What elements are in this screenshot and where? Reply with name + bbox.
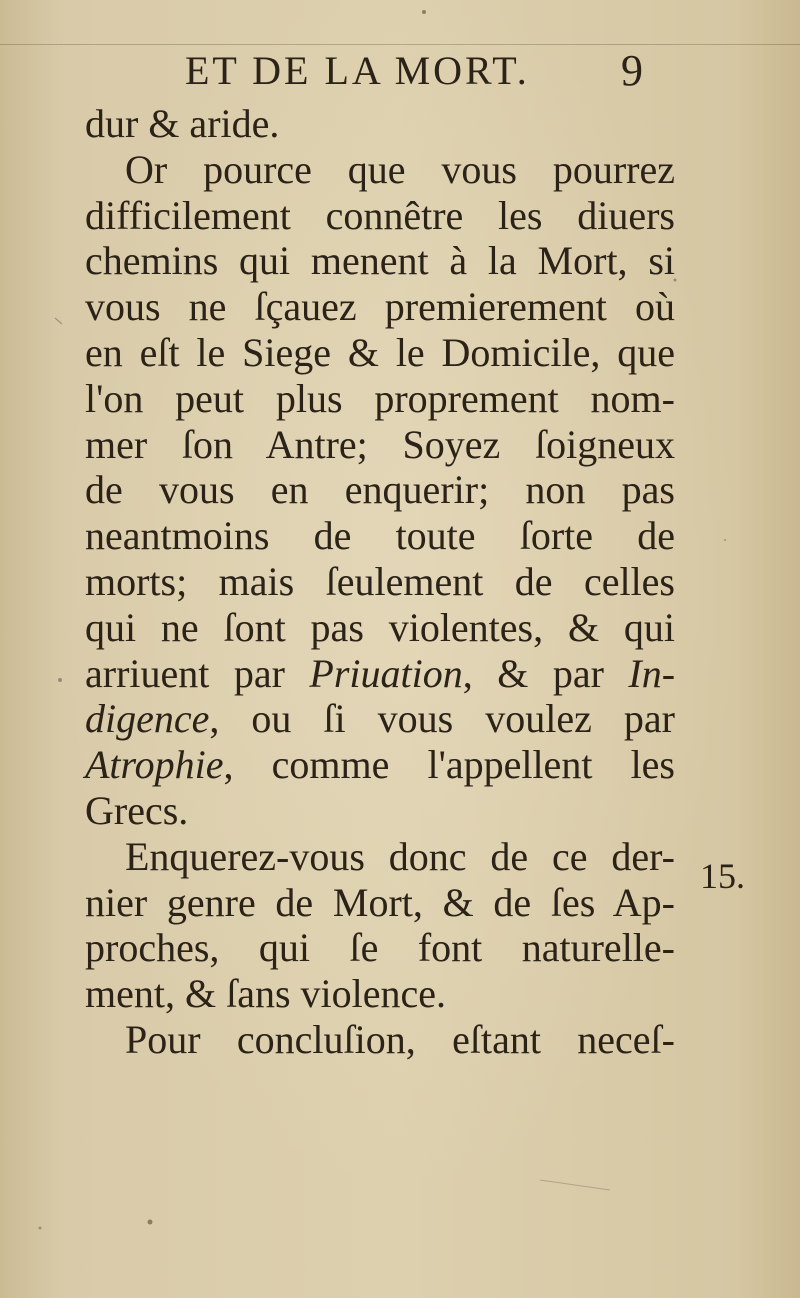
text-line <box>85 742 675 788</box>
text-line <box>85 971 675 1017</box>
text-line <box>85 284 675 330</box>
line-text: dur & aride. <box>85 101 280 146</box>
line-text: nier genre de Mort, & de ſes Ap- <box>85 879 675 925</box>
text-line <box>85 605 675 651</box>
text-line <box>85 880 675 926</box>
line-text: Or pource que vous pourrez <box>125 146 675 192</box>
line-text: Grecs. <box>85 787 189 833</box>
line-text: chemins qui menent à la Mort, si <box>85 238 675 284</box>
text-line <box>85 513 675 559</box>
page-header <box>185 46 665 96</box>
text-line <box>85 330 675 376</box>
running-head: ET DE LA MORT. <box>185 48 530 93</box>
text-line <box>85 559 675 605</box>
line-text: , ou ſi vous voulez par <box>209 696 675 742</box>
line-text: morts; mais ſeulement de celles <box>85 558 675 604</box>
line-text: Enquerez-vous donc de ce der- <box>125 833 675 879</box>
text-line <box>85 147 675 193</box>
text-line <box>85 925 675 971</box>
text-line <box>85 834 675 880</box>
line-text: proches, qui ſe font naturelle- <box>85 925 675 971</box>
line-text: ment, & ſans violence. <box>85 971 447 1017</box>
text-line <box>85 467 675 513</box>
line-text: mer ſon Antre; Soyez ſoigneux <box>85 421 675 467</box>
italic-term: In- <box>628 650 676 696</box>
margin-note: 15. <box>700 856 745 896</box>
text-line <box>85 238 675 284</box>
italic-term: Priuation <box>309 650 463 696</box>
text-line <box>85 1017 675 1063</box>
line-text: arriuent par <box>85 650 310 696</box>
line-text: difficilement connêtre les diuers <box>85 192 675 238</box>
text-line <box>85 101 675 147</box>
page-number: 9 <box>621 46 643 95</box>
line-text: vous ne ſçauez premierement où <box>85 284 675 330</box>
text-line <box>85 422 675 468</box>
line-text: , & par <box>462 650 629 696</box>
italic-term: Atrophie <box>85 742 224 788</box>
page-edge-rule <box>0 44 800 45</box>
line-text: qui ne ſont pas violentes, & qui <box>85 604 675 650</box>
text-line <box>85 193 675 239</box>
line-text: de vous en enquerir; non pas <box>85 467 675 513</box>
body-text <box>85 101 675 1063</box>
line-text: Pour concluſion, eſtant neceſ- <box>125 1016 675 1062</box>
italic-term: digence <box>85 696 210 742</box>
line-text: , comme l'appellent les <box>223 742 675 788</box>
text-line <box>85 788 675 834</box>
line-text: neantmoins de toute ſorte de <box>85 513 675 559</box>
text-line <box>85 651 675 697</box>
text-line <box>85 696 675 742</box>
text-line <box>85 376 675 422</box>
line-text: en eſt le Siege & le Domicile, que <box>85 329 675 375</box>
line-text: l'on peut plus proprement nom- <box>85 375 675 421</box>
